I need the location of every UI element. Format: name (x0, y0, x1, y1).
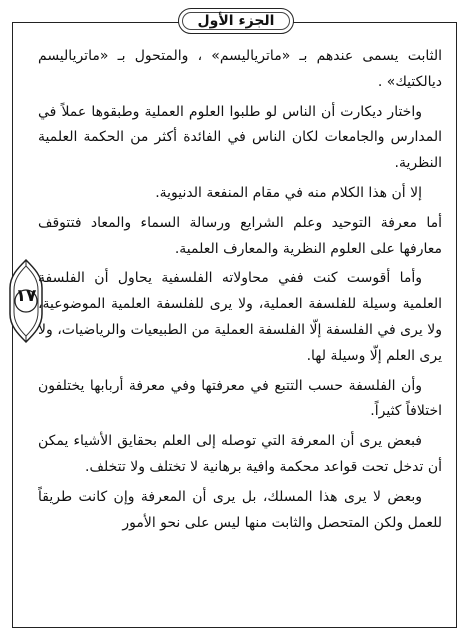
body-text (38, 44, 442, 540)
paragraph: وأما أقوست كنت ففي محاولاته الفلسفية يحاول أن الفلسفة العلمية وسيلة للفلسفة العملية، ولا يرى للفلسفة العلمية الموضوعية، ولا يرى في الفلسفة إلّا الفلسفة العملية من الطبيعيات والرياضيات، ولا يرى العلم إلّا وسيلة لها. (38, 270, 442, 364)
paragraph: أما معرفة التوحيد وعلم الشرايع ورسالة السماء والمعاد فتتوقف معارفها على العلوم النظرية والمعارف العلمية. (38, 214, 442, 257)
paragraph: الثابت يسمى عندهم بـ «ماترياليسم» ، والمتحول بـ «ماترياليسم ديالكتيك» . (38, 48, 442, 90)
paragraph: وبعض لا يرى هذا المسلك، بل يرى أن المعرفة وإن كانت طريقاً للعمل ولكن المتحصل والثابت منها ليس على نحو الأمور (38, 488, 442, 531)
page-number: ١٧ (15, 286, 37, 306)
paragraph: إلا أن هذا الكلام منه في مقام المنفعة الدنيوية. (155, 184, 422, 201)
paragraph: واختار ديكارت أن الناس لو طلبوا العلوم العملية وطبقوها عملاً في المدارس والجامعات لكان الناس في الفائدة أكثر من الحكمة العلمية النظرية. (38, 103, 442, 172)
paragraph: فبعض يرى أن المعرفة التي توصله إلى العلم بحقايق الأشياء يمكن أن تدخل تحت قواعد محكمة وافية برهانية لا تختلف ولا تتخلف. (38, 433, 442, 475)
header-cartouche (178, 8, 294, 34)
running-header-title: الجزء الأول (197, 13, 275, 29)
paragraph: وأن الفلسفة حسب التتبع في معرفتها وفي معرفة أربابها يختلفون اختلافاً كثيراً. (38, 377, 442, 420)
